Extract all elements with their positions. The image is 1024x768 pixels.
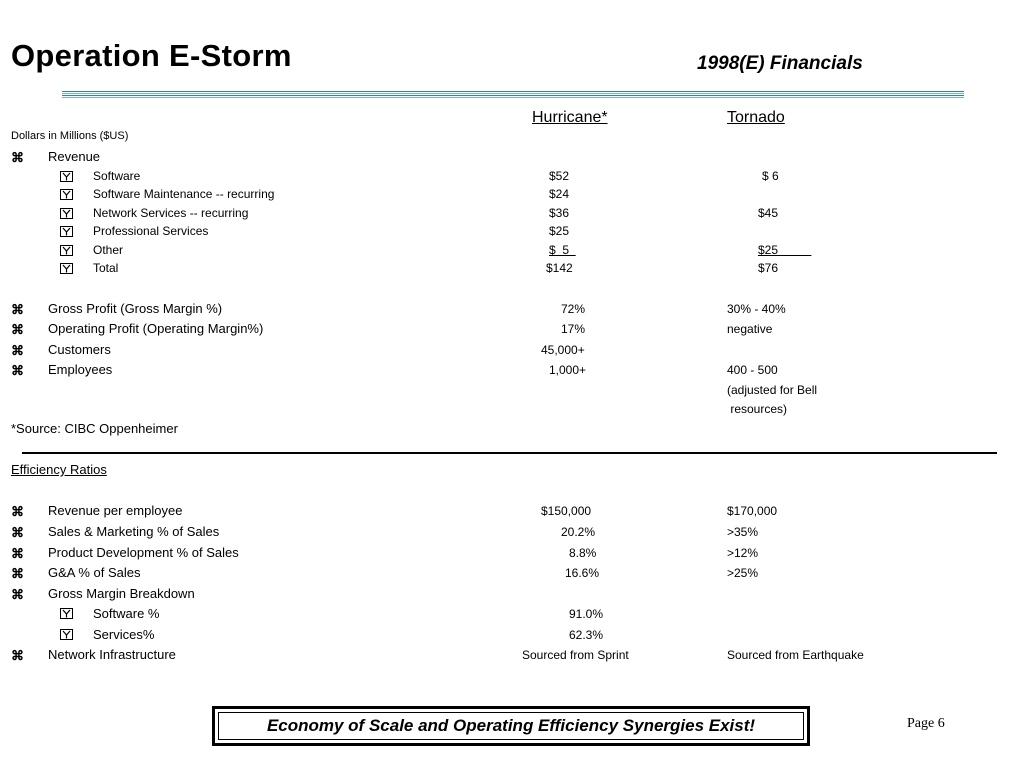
metric-label: Customers — [48, 342, 111, 357]
revenue-item-label: Total — [93, 261, 119, 275]
metric-tornado-value: 30% - 40% — [727, 302, 786, 316]
revenue-hurricane-value: $52 — [549, 169, 570, 183]
revenue-item-label: Software — [93, 169, 141, 183]
callout-inner-border — [218, 712, 804, 740]
column-header-hurricane: Hurricane* — [532, 109, 608, 126]
checked-box-icon — [60, 189, 73, 200]
command-bullet-icon: ⌘ — [11, 504, 24, 519]
command-bullet-icon: ⌘ — [11, 150, 24, 165]
efficiency-hurricane-value: $150,000 — [541, 504, 592, 518]
revenue-tornado-value: $76 — [758, 261, 779, 275]
page-number: Page 6 — [907, 716, 945, 731]
checked-box-icon — [60, 263, 73, 274]
revenue-hurricane-value: $36 — [549, 206, 570, 220]
rule-line — [62, 93, 964, 94]
network-tornado-value: Sourced from Earthquake — [727, 648, 864, 662]
callout-text: Economy of Scale and Operating Efficiency Synergies Exist! — [266, 716, 756, 735]
checked-box-icon — [60, 245, 73, 256]
checked-box-icon — [60, 608, 73, 619]
units-note: Dollars in Millions ($US) — [11, 130, 129, 142]
revenue-tornado-value: $25 — [758, 243, 812, 257]
efficiency-tornado-value: >35% — [727, 525, 759, 539]
command-bullet-icon: ⌘ — [11, 525, 24, 540]
column-header-tornado: Tornado — [727, 109, 785, 126]
efficiency-label: Product Development % of Sales — [48, 545, 239, 560]
revenue-tornado-value: $45 — [758, 206, 779, 220]
revenue-tornado-value: $ 6 — [762, 169, 779, 183]
revenue-hurricane-value: $24 — [549, 187, 570, 201]
rule-line — [62, 97, 964, 98]
title-divider — [62, 91, 964, 99]
employees-note-line: resources) — [727, 402, 788, 416]
command-bullet-icon: ⌘ — [11, 343, 24, 358]
checked-box-icon — [60, 629, 73, 640]
employees-note-line: (adjusted for Bell — [727, 383, 818, 397]
efficiency-tornado-value: >25% — [727, 566, 759, 580]
metric-label: Operating Profit (Operating Margin%) — [48, 321, 264, 336]
breakdown-label: Software % — [93, 606, 160, 621]
checked-box-icon — [60, 171, 73, 182]
breakdown-hurricane-value: 91.0% — [569, 607, 604, 621]
revenue-hurricane-value: $25 — [549, 224, 570, 238]
revenue-item-label: Other — [93, 243, 124, 257]
efficiency-label: Sales & Marketing % of Sales — [48, 524, 220, 539]
metric-label: Gross Profit (Gross Margin %) — [48, 301, 223, 316]
rule-line — [62, 91, 964, 92]
efficiency-label: Gross Margin Breakdown — [48, 586, 195, 601]
efficiency-label: G&A % of Sales — [48, 565, 141, 580]
efficiency-label: Revenue per employee — [48, 503, 183, 518]
rule-line — [62, 95, 964, 96]
revenue-hurricane-value: $ 5 — [549, 243, 576, 257]
checked-box-icon — [60, 208, 73, 219]
checked-box-icon — [60, 226, 73, 237]
metric-label: Employees — [48, 362, 113, 377]
metric-hurricane-value: 17% — [561, 322, 586, 336]
efficiency-tornado-value: >12% — [727, 546, 759, 560]
command-bullet-icon: ⌘ — [11, 587, 24, 602]
network-hurricane-value: Sourced from Sprint — [522, 648, 629, 662]
section-divider — [22, 452, 997, 454]
metric-tornado-value: 400 - 500 — [727, 363, 778, 377]
breakdown-hurricane-value: 62.3% — [569, 628, 604, 642]
efficiency-hurricane-value: 8.8% — [569, 546, 597, 560]
source-note: *Source: CIBC Oppenheimer — [11, 421, 178, 436]
callout-box — [212, 706, 810, 746]
breakdown-label: Services% — [93, 627, 155, 642]
revenue-item-label: Software Maintenance -- recurring — [93, 187, 275, 201]
efficiency-hurricane-value: 20.2% — [561, 525, 596, 539]
metric-hurricane-value: 45,000+ — [541, 343, 585, 357]
command-bullet-icon: ⌘ — [11, 363, 24, 378]
page-subtitle: 1998(E) Financials — [697, 53, 863, 74]
revenue-item-label: Professional Services — [93, 224, 209, 238]
metric-tornado-value: negative — [727, 322, 773, 336]
efficiency-hurricane-value: 16.6% — [565, 566, 600, 580]
revenue-label: Revenue — [48, 149, 101, 164]
revenue-hurricane-value: $142 — [546, 261, 573, 275]
page-title: Operation E-Storm — [11, 38, 292, 73]
command-bullet-icon: ⌘ — [11, 322, 24, 337]
command-bullet-icon: ⌘ — [11, 302, 24, 317]
command-bullet-icon: ⌘ — [11, 546, 24, 561]
efficiency-label: Network Infrastructure — [48, 647, 176, 662]
efficiency-tornado-value: $170,000 — [727, 504, 778, 518]
command-bullet-icon: ⌘ — [11, 566, 24, 581]
revenue-item-label: Network Services -- recurring — [93, 206, 249, 220]
metric-hurricane-value: 1,000+ — [549, 363, 587, 377]
metric-hurricane-value: 72% — [561, 302, 586, 316]
efficiency-heading: Efficiency Ratios — [11, 462, 107, 477]
command-bullet-icon: ⌘ — [11, 648, 24, 663]
